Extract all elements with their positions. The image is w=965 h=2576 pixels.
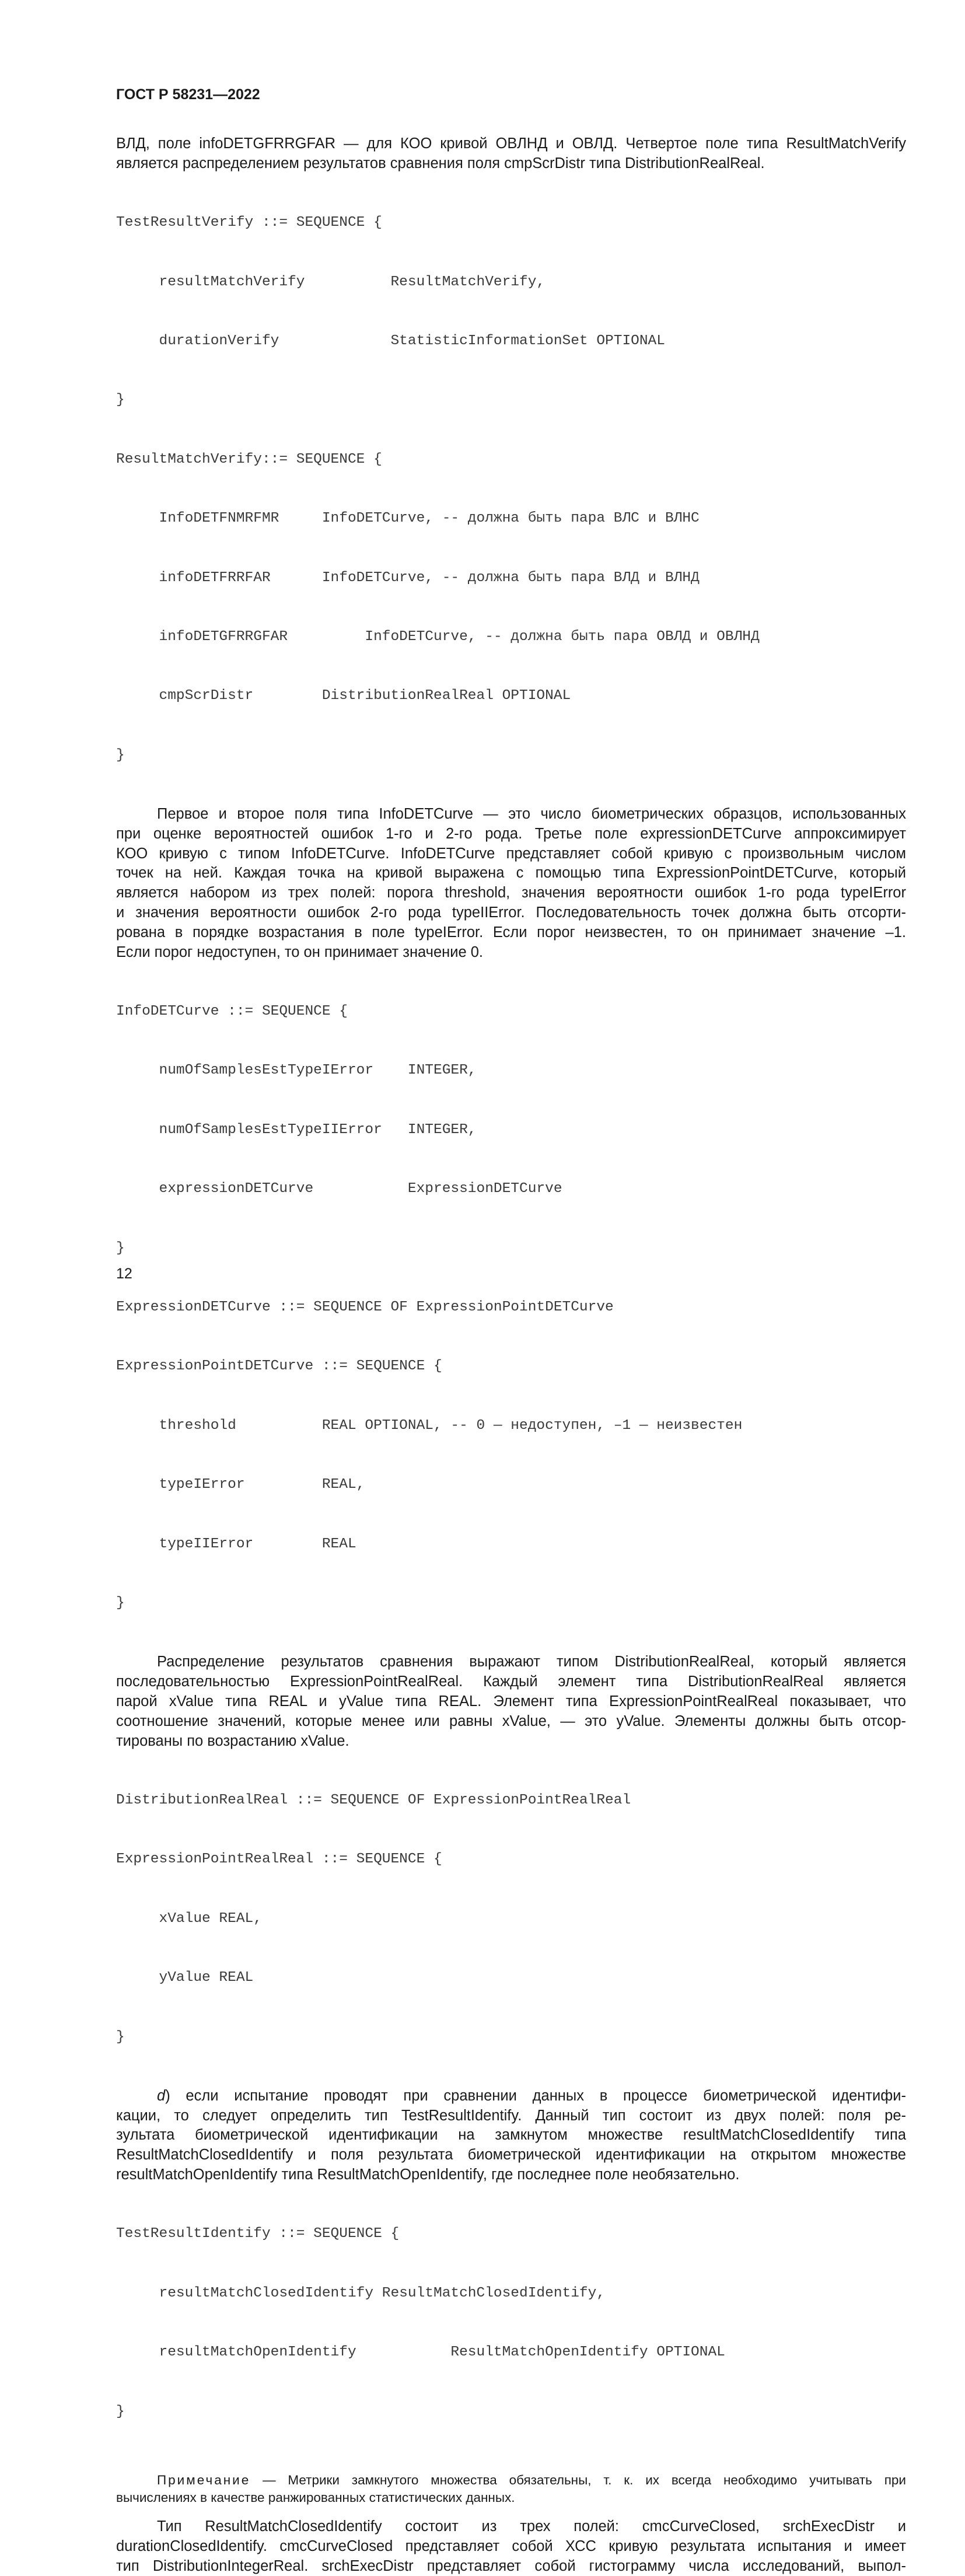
document-header: ГОСТ Р 58231—2022: [116, 86, 260, 103]
text-line: [116, 2086, 906, 2106]
text-fragment: ) если испытание проводят при сравнении данных в процессе биометрической идентифи-: [165, 2087, 906, 2104]
code-line: ExpressionPointDETCurve ::= SEQUENCE {: [116, 1358, 442, 1375]
code-line: numOfSamplesEstTypeIIError INTEGER,: [116, 1121, 477, 1138]
code-line: typeIIError REAL: [116, 1536, 356, 1552]
code-line: ResultMatchVerify::= SEQUENCE {: [116, 451, 382, 467]
paragraph-item-d: [116, 2086, 906, 2185]
code-line: InfoDETFNMRFMR InfoDETCurve, -- должна быть пара ВЛС и ВЛНС: [116, 511, 700, 527]
code-line: infoDETFRRFAR InfoDETCurve, -- должна быть пара ВЛД и ВЛНД: [116, 569, 700, 586]
code-line: ExpressionDETCurve ::= SEQUENCE OF ExpressionPointDETCurve: [116, 1299, 614, 1316]
paragraph-info-det-curve: [116, 805, 906, 962]
text-line: соотношение значений, которые менее или равны xValue, — это yValue. Элементы должны быть отсор-: [116, 1712, 906, 1729]
code-line: }: [116, 747, 125, 763]
code-block-test-result-verify: [116, 174, 906, 805]
text-line: последовательностью ExpressionPointRealReal. Каждый элемент типа DistributionRealReal является: [116, 1673, 906, 1690]
code-line: infoDETGFRRGFAR InfoDETCurve, -- должна быть пара ОВЛД и ОВЛНД: [116, 628, 760, 645]
text-line: durationClosedIdentify. cmcCurveClosed представляет собой ХСС кривую результата испытания и имеет: [116, 2537, 906, 2554]
text-line: точек на ней. Каждая точка на кривой выражена с помощью типа ExpressionPointDETCurve, который: [116, 865, 906, 882]
document-body: [116, 134, 906, 2576]
text-line: Если порог недоступен, то он принимает значение 0.: [116, 943, 483, 960]
code-line: }: [116, 2029, 125, 2045]
code-line: typeIError REAL,: [116, 1477, 365, 1493]
text-line: Первое и второе поля типа InfoDETCurve — это число биометрических образцов, использованных: [157, 806, 906, 823]
text-line: ResultMatchClosedIdentify и поля результата биометрической идентификации на открытом множестве: [116, 2147, 906, 2163]
text-line: рована в порядке возрастания в поле typeIError. Если порог неизвестен, то он принимает значение –1.: [116, 924, 906, 941]
code-line: }: [116, 1240, 125, 1256]
code-line: expressionDETCurve ExpressionDETCurve: [116, 1181, 562, 1197]
text-line: КОО кривую с типом InfoDETCurve. InfoDETCurve представляет собой кривую с произвольным числом: [116, 845, 906, 862]
code-line: resultMatchVerify ResultMatchVerify,: [116, 274, 546, 290]
code-line: }: [116, 1595, 125, 1611]
code-line: yValue REAL: [116, 1970, 254, 1986]
code-line: ExpressionPointRealReal ::= SEQUENCE {: [116, 1851, 442, 1868]
code-line: TestResultIdentify ::= SEQUENCE {: [116, 2226, 400, 2242]
text-line: тированы по возрастанию xValue.: [116, 1732, 349, 1749]
text-line: парой xValue типа REAL и yValue типа REAL. Элемент типа ExpressionPointRealReal показывает, что: [116, 1693, 906, 1710]
text-line: Тип ResultMatchClosedIdentify состоит из трех полей: cmcCurveClosed, srchExecDistr и: [157, 2518, 906, 2535]
text-line: resultMatchOpenIdentify типа ResultMatchOpenIdentify, где последнее поле необязательно.: [116, 2166, 740, 2183]
text-line: и значения вероятности ошибок 2-го рода typeIIError. Последовательность точек должна быть отсорти-: [116, 904, 906, 921]
page-number: 12: [116, 1266, 132, 1282]
code-block-distribution: [116, 1751, 906, 2086]
code-line: durationVerify StatisticInformationSet OPTIONAL: [116, 333, 665, 349]
code-line: threshold REAL OPTIONAL, -- 0 — недоступен, –1 — неизвестен: [116, 1417, 743, 1434]
text-line: вычислениях в качестве ранжированных статистических данных.: [116, 2490, 515, 2505]
text-line: ВЛД, поле infoDETGFRRGFAR — для КОО кривой ОВЛНД и ОВЛД. Четвертое поле типа ResultMatchVerify: [116, 135, 906, 152]
code-line: cmpScrDistr DistributionRealReal OPTIONAL: [116, 688, 571, 704]
list-item-letter: d: [157, 2087, 166, 2104]
code-line: DistributionRealReal ::= SEQUENCE OF ExpressionPointRealReal: [116, 1792, 631, 1808]
text-line: при оценке вероятностей ошибок 1-го и 2-го рода. Третье поле expressionDETCurve аппроксимирует: [116, 825, 906, 842]
paragraph-distribution: [116, 1652, 906, 1751]
text-line: [116, 2472, 906, 2489]
code-line: numOfSamplesEstTypeIError INTEGER,: [116, 1062, 477, 1079]
paragraph-continuation: [116, 134, 906, 174]
text-line: является распределением результатов сравнения поля cmpScrDistr типа DistributionRealReal.: [116, 155, 765, 172]
code-block-info-det-curve: [116, 962, 906, 1652]
text-line: Распределение результатов сравнения выражают типом DistributionRealReal, который является: [157, 1654, 906, 1670]
code-line: TestResultVerify ::= SEQUENCE {: [116, 215, 382, 231]
code-line: }: [116, 392, 125, 408]
text-line: кации, то следует определить тип TestResultIdentify. Данный тип состоит из двух полей: поля ре-: [116, 2107, 906, 2124]
paragraph-result-match-closed: [116, 2517, 906, 2576]
note-label: Примечание: [157, 2473, 251, 2488]
text-line: зультата биометрической идентификации на замкнутом множестве resultMatchClosedIdentify типа: [116, 2127, 906, 2144]
code-line: InfoDETCurve ::= SEQUENCE {: [116, 1004, 348, 1020]
code-line: resultMatchOpenIdentify ResultMatchOpenIdentify OPTIONAL: [116, 2344, 725, 2361]
text-fragment: — Метрики замкнутого множества обязательны, т. к. их всегда необходимо учитывать при: [250, 2473, 906, 2488]
code-line: }: [116, 2403, 125, 2420]
text-line: тип DistributionIntegerReal. srchExecDistr представляет собой гистограмму числа исследований, выпол-: [116, 2557, 906, 2574]
note-block: [116, 2472, 906, 2507]
code-line: resultMatchClosedIdentify ResultMatchClosedIdentify,: [116, 2285, 606, 2301]
text-line: является набором из трех полей: порога threshold, значения вероятности ошибок 1-го рода typeIError: [116, 885, 906, 901]
code-line: xValue REAL,: [116, 1910, 262, 1927]
code-block-test-result-identify: [116, 2185, 906, 2461]
